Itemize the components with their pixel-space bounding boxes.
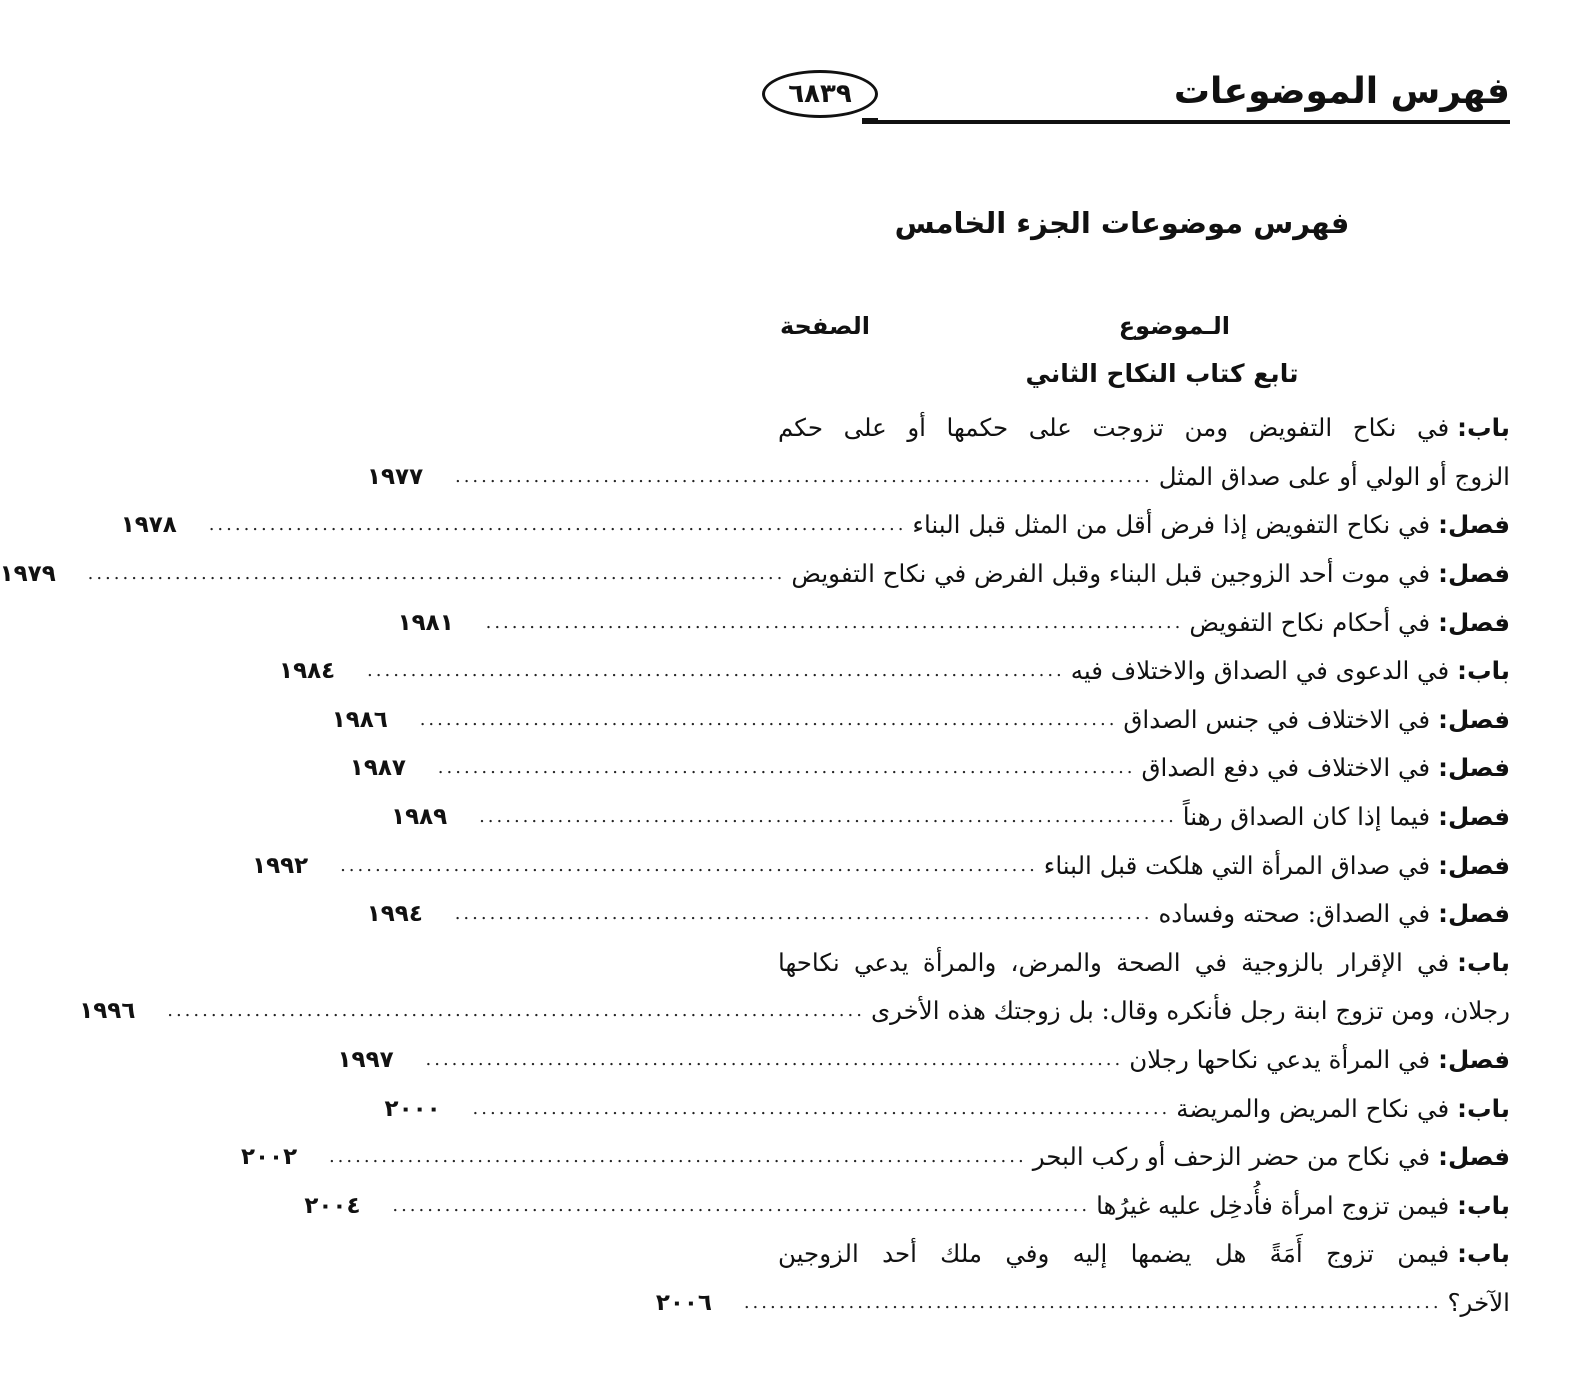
- leader-dots: ................................................................................: [367, 660, 1065, 682]
- entry-page-number: ١٩٧٨: [120, 512, 177, 539]
- entry-text: في المرأة يدعي نكاحها رجلان: [1129, 1045, 1431, 1075]
- index-entry: [366, 890, 1510, 939]
- running-title: فهرس الموضوعات: [1173, 71, 1510, 112]
- entry-page-number: ٢٠٠٤: [304, 1192, 361, 1219]
- page-header: [762, 66, 1510, 128]
- entry-text: في أحكام نكاح التفويض: [1189, 607, 1431, 637]
- entry-page-number: ١٩٩٢: [252, 852, 309, 879]
- entry-label: فصل:: [1438, 850, 1510, 880]
- entry-text: في نكاح المريض والمريضة: [1176, 1093, 1450, 1123]
- entry-label: فصل:: [1438, 802, 1510, 832]
- entry-label: فصل:: [1438, 510, 1510, 540]
- leader-dots: ................................................................................: [454, 465, 1153, 487]
- index-entry: [0, 550, 1510, 599]
- index-entry: [384, 1084, 1510, 1133]
- entry-text: في نكاح من حضر الزحف أو ركب البحر: [1032, 1142, 1431, 1172]
- leader-dots: ................................................................................: [87, 563, 786, 585]
- entry-label: فصل:: [1438, 704, 1510, 734]
- entry-text: في الدعوى في الصداق والاختلاف فيه: [1070, 656, 1450, 686]
- entry-label: باب:: [1457, 656, 1510, 686]
- column-headers: [780, 306, 1510, 346]
- entry-text: في الصداق: صحته وفساده: [1158, 899, 1431, 929]
- entry-label: فصل:: [1438, 1045, 1510, 1075]
- entry-text: في موت أحد الزوجين قبل البناء وقبل الفرض في نكاح التفويض: [791, 559, 1431, 589]
- index-entry: [778, 1230, 1510, 1279]
- entry-label: فصل:: [1438, 1142, 1510, 1172]
- index-entries: [0, 404, 1510, 1327]
- leader-dots: ................................................................................: [340, 854, 1038, 876]
- entry-page-number: ١٩٧٩: [0, 561, 56, 588]
- entry-page-number: ١٩٨٧: [349, 755, 406, 782]
- topic-column-header: الـموضوع: [1118, 312, 1230, 340]
- entry-page-number: ١٩٩٧: [337, 1047, 394, 1074]
- entry-page-number: ١٩٨٦: [331, 706, 388, 733]
- leader-dots: ................................................................................: [743, 1291, 1442, 1313]
- entry-label: باب:: [1457, 1190, 1510, 1220]
- index-entry: [331, 696, 1510, 745]
- index-entry: [79, 987, 1510, 1036]
- entry-label: باب:: [1457, 1239, 1510, 1269]
- entry-text: في الاختلاف في جنس الصداق: [1123, 704, 1431, 734]
- leader-dots: ................................................................................: [437, 757, 1136, 779]
- entry-text: الآخر؟: [1447, 1287, 1510, 1317]
- page-number: ٦٨٣٩: [762, 70, 878, 118]
- leader-dots: ................................................................................: [479, 806, 1177, 828]
- index-entry: [391, 793, 1510, 842]
- leader-dots: ................................................................................: [167, 1000, 865, 1022]
- leader-dots: ................................................................................: [392, 1194, 1091, 1216]
- entry-label: باب:: [1457, 413, 1510, 443]
- entry-page-number: ٢٠٠٠: [384, 1095, 441, 1122]
- entry-label: باب:: [1457, 1093, 1510, 1123]
- entry-text: رجلان، ومن تزوج ابنة رجل فأنكره وقال: بل زوجتك هذه الأخرى: [870, 996, 1510, 1026]
- section-title: تابع كتاب النكاح الثاني: [1025, 359, 1299, 388]
- entry-text: في الاختلاف في دفع الصداق: [1141, 753, 1431, 783]
- header-rule: [872, 120, 1510, 124]
- entry-label: باب:: [1457, 947, 1510, 977]
- entry-text: في الإقرار بالزوجية في الصحة والمرض، والمرأة يدعي نكاحها: [778, 947, 1450, 977]
- entry-text: فيمن تزوج امرأة فأُدخِل عليه غيرُها: [1096, 1190, 1450, 1220]
- index-entry: [655, 1279, 1510, 1328]
- index-entry: [349, 744, 1510, 793]
- entry-label: فصل:: [1438, 753, 1510, 783]
- entry-page-number: ١٩٧٧: [366, 463, 424, 490]
- entry-page-number: ١٩٨٩: [391, 804, 448, 831]
- index-entry: [778, 939, 1510, 988]
- index-entry: [240, 1133, 1510, 1182]
- entry-page-number: ١٩٩٦: [79, 998, 136, 1025]
- index-entry: [279, 647, 1510, 696]
- entry-page-number: ١٩٨٤: [279, 658, 336, 685]
- entry-label: فصل:: [1438, 899, 1510, 929]
- leader-dots: ................................................................................: [454, 903, 1153, 925]
- entry-text: الزوج أو الولي أو على صداق المثل: [1158, 461, 1510, 491]
- index-entry: [337, 1036, 1510, 1085]
- entry-page-number: ٢٠٠٦: [655, 1289, 712, 1316]
- index-entry: [120, 501, 1510, 550]
- entry-page-number: ١٩٨١: [397, 609, 454, 636]
- entry-text: في صداق المرأة التي هلكت قبل البناء: [1043, 850, 1431, 880]
- index-entry: [304, 1182, 1510, 1231]
- entry-text: فيمن تزوج أَمَةً هل يضمها إليه وفي ملك أحد الزوجين: [778, 1239, 1450, 1269]
- leader-dots: ................................................................................: [425, 1049, 1124, 1071]
- index-entry: [397, 598, 1510, 647]
- index-entry: [778, 404, 1510, 453]
- page-number-tail: [862, 118, 878, 124]
- entry-label: فصل:: [1438, 607, 1510, 637]
- leader-dots: ................................................................................: [485, 611, 1184, 633]
- leader-dots: ................................................................................: [328, 1146, 1027, 1168]
- entry-text: في نكاح التفويض ومن تزوجت على حكمها أو على حكم: [778, 413, 1450, 443]
- entry-page-number: ٢٠٠٢: [240, 1144, 298, 1171]
- entry-page-number: ١٩٩٤: [366, 901, 423, 928]
- leader-dots: ................................................................................: [419, 708, 1118, 730]
- page-column-header: الصفحة: [780, 312, 871, 340]
- leader-dots: ................................................................................: [472, 1097, 1171, 1119]
- entry-label: فصل:: [1438, 559, 1510, 589]
- index-title: فهرس موضوعات الجزء الخامس: [894, 206, 1350, 240]
- index-entry: [252, 841, 1510, 890]
- entry-text: فيما إذا كان الصداق رهناً: [1182, 802, 1431, 832]
- index-entry: [366, 453, 1510, 502]
- leader-dots: ................................................................................: [208, 514, 907, 536]
- entry-text: في نكاح التفويض إذا فرض أقل من المثل قبل البناء: [912, 510, 1431, 540]
